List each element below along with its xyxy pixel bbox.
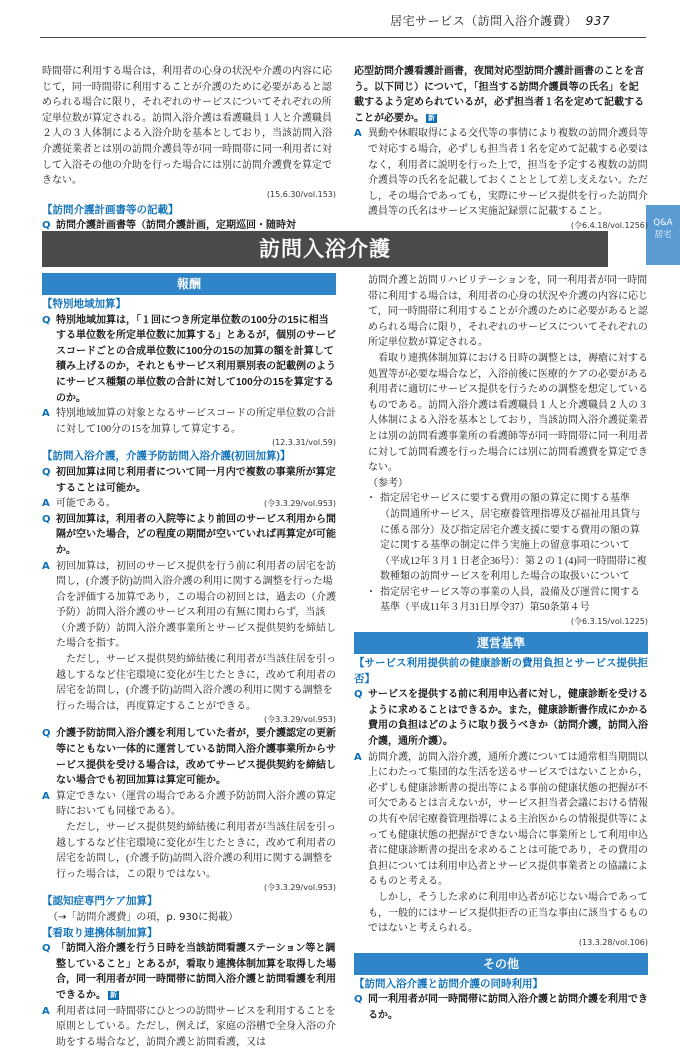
heading-shokai: 【訪問入浴介護，介護予防訪問入浴介護(初回加算)】 — [42, 450, 291, 463]
reference-item: ・ 指定居宅サービスに要する費用の額の算定に関する基準（訪問通所サービス，居宅療養管理指導及び福祉用具貸与に係る部分）及び指定居宅介護支援に要する費用の額の算定に関する基準の制定に伴う実施上の留意事項について（平成12年３月１日老企36号）：第２の１(4)同一時間帯に複数種類の訪問サービスを利用した場合の取扱いについて — [370, 491, 648, 585]
question: Q サービスを提供する前に利用申込者に対し，健康診断を受けるように求めることはできるか。また，健康診断書作成にかかる費用の負担はどのように取り扱うべきか（訪問介護，訪問入浴介護，通所介護）。 — [354, 687, 648, 749]
right-column — [354, 273, 648, 1024]
reference-label: （参考） — [368, 477, 408, 489]
answer-continued: 看取り連携体制加算における日時の調整とは，褥瘡に対する処置等が必要な場合など，入浴前後に医療的ケアの必要がある利用者に適切にサービス提供を行うための調整を想定しているものである。訪問入浴介護は看護職員１人と介護職員２人の３人体制による入浴を基本としており，当該訪問入浴介護従業者とは別の訪問看護事業所の看護師等が同一時間帯に同一利用者に対して訪問看護を行った場合には別に訪問看護費を算定できない。 — [368, 352, 648, 474]
answer: A 可能である。 — [42, 496, 336, 512]
answer: A 利用者は同一時間帯にひとつの訪問サービスを利用することを原則としている。ただし，例えば，家庭の浴槽で全身入浴の介助をする場合など，訪問介護と訪問看護，又は — [42, 1004, 336, 1050]
question-text: 応型訪問介護看護計画書，夜間対応型訪問介護計画書のことを言う。以下同じ）について，「担当する訪問介護員等の氏名」を記載するよう定められているが，必ず担当者１名を定めて記載することが必要か。 — [354, 66, 644, 124]
running-header — [390, 14, 610, 30]
top-left-column — [42, 64, 336, 234]
header-rule — [40, 37, 646, 38]
cross-reference-link[interactable]: （→「訪問介護費」の項，p. 930に掲載） — [48, 911, 239, 923]
source-citation: (令3.3.29/vol.953) — [263, 499, 336, 509]
answer: A 算定できない（運営の場合である介護予防訪問入浴介護の算定時においても同様である）。 — [42, 789, 336, 820]
question-continued — [354, 64, 648, 126]
answer-continued: ただし，サービス提供契約締結後に利用者が当該住居を引っ越しするなど住宅環境に変化が生じたときに，改めて利用者の居宅を訪問し，(介護予防)訪問入浴介護の利用に関する調整を行った場合は，この限りではない。 — [56, 822, 336, 880]
answer: A 初回加算は，初回のサービス提供を行う前に利用者の居宅を訪問し，(介護予防)訪問入浴介護の利用に関する調整を行った場合を評価する加算であり，この場合の初回とは，過去の（介護予防）訪問入浴介護のサービス利用の有無に関わらず，当該（介護予防）訪問入浴介護事業所とサービス提供契約を締結した場合を指す。 — [42, 559, 336, 653]
question: Q 特別地域加算は，「１回につき所定単位数の100分の15に相当する単位数を所定単位数に加算する」とあるが，個別のサービスコードごとの合成単位数に100分の15の加算の額を計算して積み上げるのか，それともサービス利用票別表の記載例のようにサービス種類の単位数の合計に対して100分の15を算定するのか。 — [42, 313, 336, 407]
new-badge: 新 — [110, 991, 117, 999]
question: Q 介護予防訪問入浴介護を利用していた者が，要介護認定の更新等にともない一体的に運営している訪問入浴介護事業所からサービス提供を受ける場合は，改めてサービス提供契約を締結しない場合でも初回加算は算定可能か。 — [42, 726, 336, 788]
source-citation: (15.6.30/vol.153) — [266, 189, 336, 199]
question: Q 初回加算は，利用者の入院等により前回のサービス利用から間隔が空いた場合，どの程度の期間が空いていれば再算定が可能か。 — [42, 512, 336, 559]
answer-row — [42, 496, 336, 512]
answer: A 異動や休暇取得による交代等の事情により複数の訪問介護員等で対応する場合，必ずしも担当者１名を定めて記載する必要はなく，利用者に説明を行った上で，担当を予定する複数の訪問介護員等の氏名を記載しておくこととして差し支えない。ただし，その場合であっても，実際にサービス提供を行った訪問介護員等の氏名はサービス実施記録票に記載すること。 — [354, 126, 648, 220]
answer-continued: ただし，サービス提供契約締結後に利用者が当該住居を引っ越しするなど住宅環境に変化が生じたときに，改めて利用者の居宅を訪問し，(介護予防)訪問入浴介護の利用に関する調整を行った場合は，再度算定することができる。 — [56, 654, 336, 712]
page-header — [0, 0, 680, 46]
heading-ninchi: 【認知症専門ケア加算】 — [42, 895, 158, 908]
body-paragraph: 時間帯に利用する場合は，利用者の心身の状況や介護の内容に応じて，同一時間帯に利用することが介護のために必要があると認められる場合に限り，それぞれのサービスについてそれぞれの所定単位数が算定される。訪問入浴介護は看護職員１人と介護職員２人の３人体制による入浴介助を基本としており，当該訪問入浴介護従業者とは別の訪問介護員等が同一時間帯に同一利用者に対して入浴その他の介助を行った場合には別に訪問介護費を算定できない。 — [42, 66, 332, 187]
side-index-tab — [646, 205, 680, 265]
chapter-banner: 訪問入浴介護 — [42, 231, 608, 267]
side-tab-line2: 居宅 — [654, 230, 672, 240]
answer-continued: 訪問介護と訪問リハビリテーションを，同一利用者が同一時間帯に利用する場合は，利用者の心身の状況や介護の内容に応じて，同一時間帯に利用することが介護のために必要があると認められる場合に限り，それぞれのサービスについてそれぞれの所定単位数が算定される。 — [368, 275, 648, 349]
source-citation: (12.3.31/vol.59) — [271, 438, 336, 448]
left-column — [42, 273, 336, 1050]
reference-list — [354, 491, 648, 616]
page-number: 937 — [585, 14, 610, 28]
heading-tokubetsu: 【特別地域加算】 — [42, 298, 126, 310]
source-citation: (令6.4.18/vol.1256) — [570, 220, 648, 230]
header-title: 居宅サービス（訪問入浴介護費） — [390, 14, 578, 28]
question: Q 同一利用者が同一時間帯に訪問入浴介護と訪問介護を利用できるか。 — [354, 992, 648, 1023]
source-citation: (令3.3.29/vol.953) — [263, 715, 336, 725]
answer-continued: しかし，そうした求めに利用申込者が応じない場合であっても，一般的にはサービス提供拒否の正当な事由に該当するものではないと考えられる。 — [368, 891, 648, 935]
new-badge: 新 — [428, 114, 435, 122]
heading-kenshin: 【サービス利用提供前の健康診断の費用負担とサービス提供拒否】 — [354, 657, 648, 685]
question: Q 訪問介護計画書等（訪問介護計画，定期巡回・随時対 — [42, 218, 336, 234]
question — [42, 941, 336, 1003]
question-text: 「訪問入浴介護を行う日時を当該訪問看護ステーション等と調整していること」とあるが，看取り連携体制加算を取得した場合，同一利用者が同一時間帯に訪問入浴介護と訪問看護を利用できるか。 — [56, 943, 336, 1001]
source-citation: (13.3.28/vol.106) — [578, 937, 648, 947]
section-bar-sonota: その他 — [354, 953, 648, 975]
source-citation: (令6.3.15/vol.1225) — [570, 617, 648, 627]
reference-item: ・ 指定居宅サービス等の事業の人員，設備及び運営に関する基準（平成11年３月31日厚令37）第50条第４号 — [370, 585, 648, 616]
section-bar-unei: 運営基準 — [354, 632, 648, 654]
answer: A 特別地域加算の対象となるサービスコードの所定単位数の合計に対して100分の15を加算して算定する。 — [42, 406, 336, 437]
heading-mitori: 【看取り連携体制加算】 — [42, 926, 158, 939]
answer: A 訪問介護，訪問入浴介護，通所介護については通常相当期間以上にわたって集団的な生活を送るサービスではないことから，必ずしも健康診断書の提出等による事前の健康状態の把握が不可欠であるとは言えないが，サービス担当者会議における情報の共有や居宅療養管理指導による主治医からの情報提供等によっても健康状態の把握ができない場合に事業所として利用申込者に健康診断書の提出を求めることは可能であり，その費用の負担については利用申込者とサービス提供事業者との協議によるものと考える。 — [354, 750, 648, 890]
top-right-column — [354, 64, 648, 232]
source-citation: (令3.3.29/vol.953) — [263, 883, 336, 893]
side-tab-line1: Q&A — [653, 218, 673, 228]
section-bar-housyu: 報酬 — [42, 273, 336, 295]
section-heading: 【訪問介護計画書等の記載】 — [42, 203, 179, 216]
question: Q 初回加算は同じ利用者について同一月内で複数の事業所が算定することは可能か。 — [42, 465, 336, 496]
heading-douji: 【訪問入浴介護と訪問介護の同時利用】 — [354, 977, 543, 990]
